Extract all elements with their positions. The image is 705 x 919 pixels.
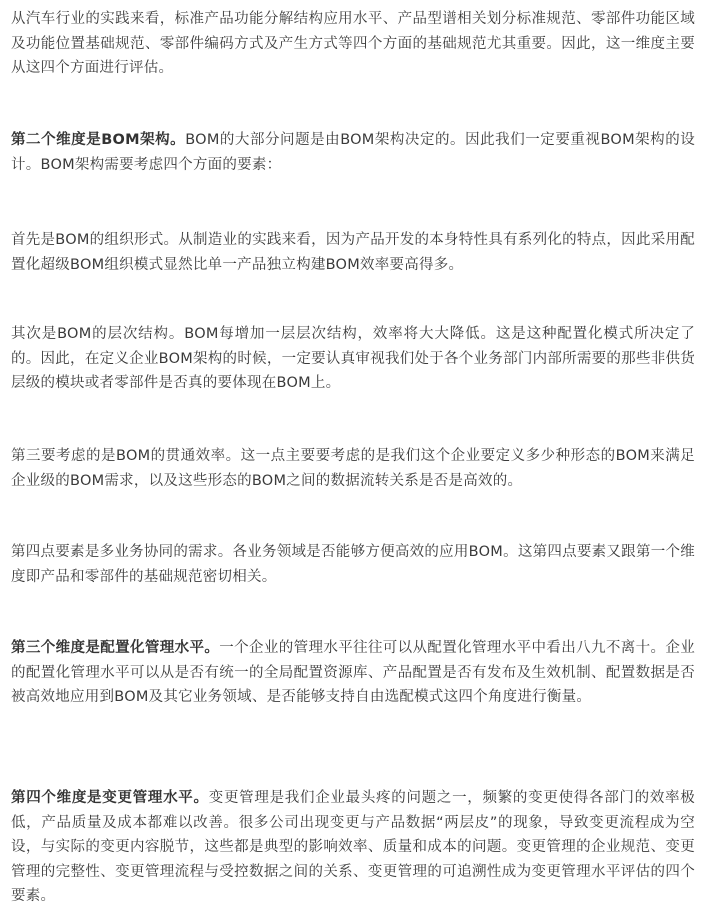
dimension-2-body: BOM的大部分问题是由BOM架构决定的。因此我们一定要重视BOM架构的设计。BOM架构需要考虑四个方面的要素： <box>11 132 695 173</box>
paragraph-bom-hierarchy: 其次是BOM的层次结构。BOM每增加一层层次结构，效率将大大降低。这是这种配置化模式所决定了的。因此，在定义企业BOM架构的时候，一定要认真审视我们处于各个业务部门内部所需要的那些非供货层级的模块或者零部件是否真的要体现在BOM上。 <box>11 326 695 391</box>
paragraph-bom-efficiency: 第三要考虑的是BOM的贯通效率。这一点主要要考虑的是我们这个企业要定义多少种形态的BOM来满足企业级的BOM需求，以及这些形态的BOM之间的数据流转关系是否是高效的。 <box>11 448 695 489</box>
dimension-3-body: 一个企业的管理水平往往可以从配置化管理水平中看出八九不离十。企业的配置化管理水平可以从是否有统一的全局配置资源库、产品配置是否有发布及生效机制、配置数据是否被高效地应用到BOM及其它业务领域、是否能够支持自由选配模式这四个角度进行衡量。 <box>11 640 696 705</box>
paragraph-dimension-3 <box>11 636 695 710</box>
paragraph-intro: 从汽车行业的实践来看，标准产品功能分解结构应用水平、产品型谱相关划分标准规范、零部件功能区域及功能位置基础规范、零部件编码方式及产生方式等四个方面的基础规范尤其重要。因此，这一维度主要从这四个方面进行评估。 <box>11 11 695 76</box>
paragraph-dimension-4 <box>11 786 695 909</box>
dimension-4-body: 变更管理是我们企业最头疼的问题之一，频繁的变更使得各部门的效率极低，产品质量及成本都难以改善。很多公司出现变更与产品数据“两层皮”的现象，导致变更流程成为空设，与实际的变更内容脱节，这些都是典型的影响效率、质量和成本的问题。变更管理的企业规范、变更管理的完整性、变更管理流程与受控数据之间的关系、变更管理的可追溯性成为变更管理水平评估的四个要素。 <box>11 790 695 904</box>
paragraph-dimension-2 <box>11 128 695 177</box>
dimension-2-heading: 第二个维度是BOM架构。 <box>11 132 186 148</box>
paragraph-collaboration: 第四点要素是多业务协同的需求。各业务领域是否能够方便高效的应用BOM。这第四点要素又跟第一个维度即产品和零部件的基础规范密切相关。 <box>11 544 695 585</box>
dimension-3-heading: 第三个维度是配置化管理水平。 <box>11 640 220 656</box>
dimension-4-heading: 第四个维度是变更管理水平。 <box>11 790 209 806</box>
paragraph-bom-organization: 首先是BOM的组织形式。从制造业的实践来看，因为产品开发的本身特性具有系列化的特点，因此采用配置化超级BOM组织模式显然比单一产品独立构建BOM效率要高得多。 <box>11 232 695 273</box>
